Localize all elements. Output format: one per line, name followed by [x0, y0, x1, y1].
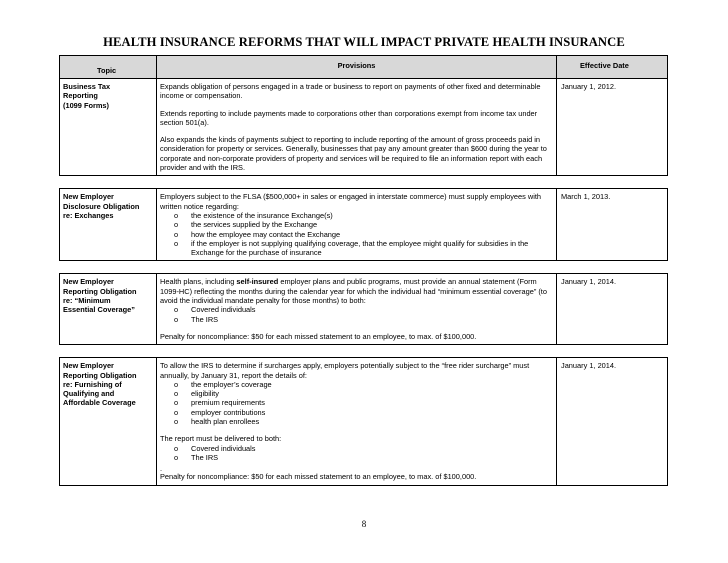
- topic-line: Essential Coverage”: [63, 305, 135, 315]
- topic-line: New Employer: [63, 277, 114, 287]
- effective-date-cell: January 1, 2014.: [557, 358, 668, 485]
- topic-line: re: Furnishing of: [63, 379, 122, 389]
- effective-date-cell: January 1, 2014.: [557, 274, 668, 345]
- provisions-cell: [157, 274, 557, 345]
- provision-intro: Employers subject to the FLSA ($500,000+ in sales or engaged in interstate commerce) must supply employees with written notice regarding:: [160, 192, 542, 211]
- document-title: HEALTH INSURANCE REFORMS THAT WILL IMPACT PRIVATE HEALTH INSURANCE: [103, 35, 625, 49]
- row-spacer: [60, 261, 668, 274]
- bullet-icon: o: [174, 417, 179, 427]
- provision-intro: To allow the IRS to determine if surcharges apply, employers potentially subject to the “free rider surcharge” must annually, by January 31, report the details of:: [160, 361, 530, 380]
- emphasis-text: self-insured: [236, 277, 279, 287]
- bullet-icon: o: [174, 443, 179, 453]
- topic-line: Reporting: [63, 91, 98, 101]
- list-item: o eligibility: [174, 389, 219, 399]
- provisions-cell: [157, 358, 557, 485]
- bullet-icon: o: [174, 220, 179, 230]
- topic-cell: [60, 274, 157, 345]
- table-header-row: [60, 56, 668, 79]
- effective-date-cell: January 1, 2012.: [557, 79, 668, 176]
- topic-line: Reporting Obligation: [63, 286, 137, 296]
- topic-line: Disclosure Obligation: [63, 201, 140, 211]
- provision-paragraph: Extends reporting to include payments made to corporations other than corporations exempt from income tax under section 501(a).: [160, 108, 538, 127]
- bullet-list: [160, 444, 553, 463]
- topic-line: New Employer: [63, 192, 114, 202]
- bullet-icon: o: [174, 379, 179, 389]
- list-item: o if the employer is not supplying qualifying coverage, that the employee might qualify for subsidies in the Exchange for the purchase of insurance: [174, 238, 529, 258]
- topic-line: New Employer: [63, 361, 114, 371]
- list-item: o the existence of the insurance Exchange(s): [174, 210, 333, 220]
- penalty-text: Penalty for noncompliance: $50 for each missed statement to an employee, to max. of $100,000.: [160, 472, 477, 482]
- topic-line: Business Tax: [63, 82, 111, 91]
- provision-paragraph: Also expands the kinds of payments subject to reporting to include reporting of the amount of gross proceeds paid in consideration for property or services. Generally, businesses that pay any amount greater than $600 during the year to corporate and non-corporate providers of property and services will be required to file an information report with each provider and with the IRS.: [160, 135, 547, 173]
- topic-cell: [60, 358, 157, 485]
- bullet-icon: o: [174, 238, 179, 248]
- provisions-cell: [157, 189, 557, 261]
- table-row: [60, 79, 668, 176]
- bullet-icon: o: [174, 389, 179, 399]
- penalty-text: Penalty for noncompliance: $50 for each missed statement to an employee, to max. of $100,000.: [160, 331, 477, 341]
- row-spacer: [60, 176, 668, 189]
- provisions-cell: [157, 79, 557, 176]
- topic-cell: [60, 189, 157, 261]
- provision-paragraph: Expands obligation of persons engaged in a trade or business to report on payments of other fixed and determinable income or compensation.: [160, 82, 541, 101]
- stray-period: .: [160, 464, 163, 474]
- bullet-icon: o: [174, 398, 179, 408]
- topic-line: Qualifying and: [63, 389, 115, 399]
- list-item: o employer contributions: [174, 407, 266, 417]
- table-row: [60, 274, 668, 345]
- reforms-table: [59, 55, 668, 486]
- list-item: o the services supplied by the Exchange: [174, 220, 318, 230]
- bullet-list: [160, 380, 553, 426]
- row-spacer: [60, 345, 668, 358]
- topic-line: Reporting Obligation: [63, 370, 137, 380]
- header-provisions: Provisions: [157, 56, 557, 79]
- bullet-icon: o: [174, 407, 179, 417]
- bullet-icon: o: [174, 210, 179, 220]
- topic-cell: [60, 79, 157, 176]
- page-number: 8: [361, 519, 367, 529]
- list-item: o premium requirements: [174, 398, 265, 408]
- list-item: o the employer’s coverage: [174, 379, 272, 389]
- list-item: o health plan enrollees: [174, 417, 260, 427]
- list-item: o Covered individuals: [174, 305, 256, 315]
- bullet-list: [160, 305, 553, 324]
- topic-line: Affordable Coverage: [63, 398, 136, 408]
- topic-line: re: “Minimum: [63, 296, 111, 306]
- list-item: o The IRS: [174, 314, 219, 324]
- header-effective-date: Effective Date: [557, 56, 668, 79]
- bullet-list: [160, 211, 553, 257]
- list-item: o Covered individuals: [174, 443, 256, 453]
- bullet-icon: o: [174, 452, 179, 462]
- table-row: [60, 189, 668, 261]
- table-row: [60, 358, 668, 485]
- topic-line: re: Exchanges: [63, 210, 114, 220]
- delivery-text: The report must be delivered to both:: [160, 434, 282, 444]
- bullet-icon: o: [174, 305, 179, 315]
- effective-date-cell: March 1, 2013.: [557, 189, 668, 261]
- header-topic: Topic: [60, 56, 157, 79]
- bullet-icon: o: [174, 229, 179, 239]
- list-item: o how the employee may contact the Exchange: [174, 229, 341, 239]
- list-item: o The IRS: [174, 452, 219, 462]
- topic-line: (1099 Forms): [63, 100, 110, 110]
- bullet-icon: o: [174, 314, 179, 324]
- provision-intro: Health plans, including self-insured employer plans and public programs, must provide an annual statement (Form 1099-HC) reflecting the months during the calendar year for which the individual had “minimum essential coverage” (to avoid the individual mandate penalty for those months) to both:: [160, 277, 547, 306]
